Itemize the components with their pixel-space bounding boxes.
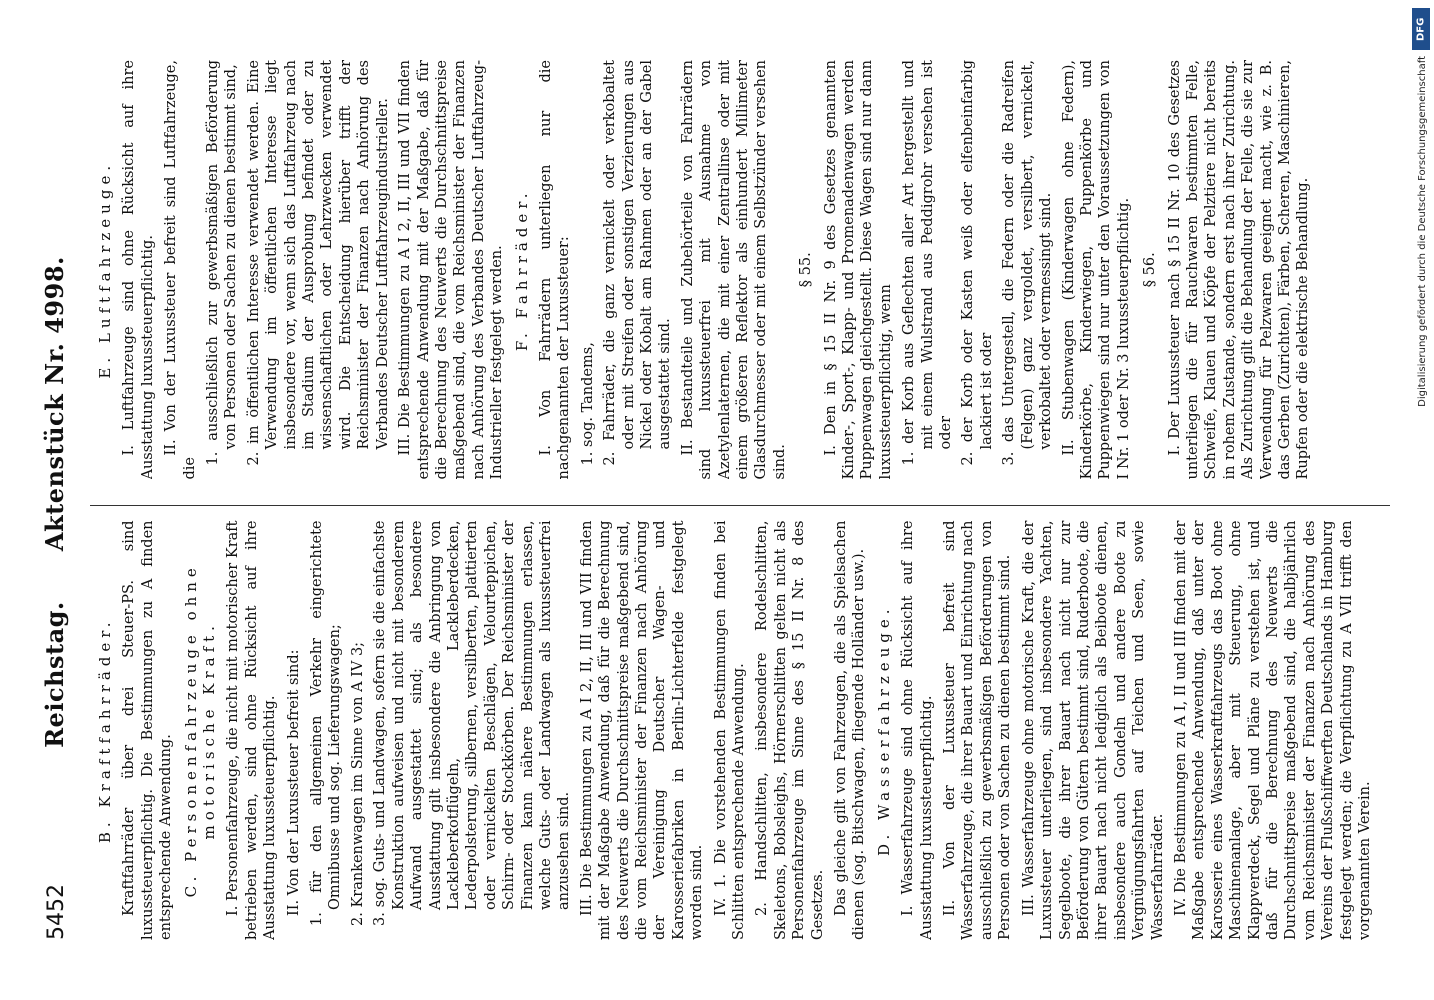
section-d-ii: II. Von der Luxussteuer befreit sind Wasserfahrzeuge, die ihrer Bauart und Einrichtung nach ausschließlich zu gewerbsmäßigen Beförderungen von Personen oder von Sachen zu dienen bestimmt sind.	[942, 520, 1014, 940]
section-c-iii: III. Die Bestimmungen zu A I 2, II, III und VII finden mit der Maßgabe Anwendung, daß für die Berechnung des Neuwerts die Durchschnittspreise maßgebend sind, die vom Reichsminister der Finanzen nach Anhörung der Vereinigung Deutscher Wagen- und Karosseriefabriken in Berlin-Lichterfelde festgelegt worden sind.	[578, 520, 706, 940]
section-b-text: Kraftfahrräder über drei Steuer-PS. sind luxussteuerpflichtig. Die Bestimmungen zu A finden entsprechende Anwendung.	[121, 520, 175, 940]
section-f-i-2: 2. Fahrräder, die ganz vernickelt oder verkobaltet oder mit Streifen oder sonstigen Verzierungen aus Nickel oder Kobalt am Rahmen oder an der Gabel ausgestattet sind.	[602, 60, 674, 466]
paragraph-56-i: I. Der Luxussteuer nach § 15 II Nr. 10 des Gesetzes unterliegen die für Rauchwaren bestimmten Felle, Schweife, Klauen und Köpfe der Pelztiere nicht bereits in rohem Zustande, sondern erst nach ihrer Zurichtung. Als Zurichtung gilt die Behandlung der Felle, die sie zur Verwendung für Pelzwaren geeignet macht, wie z. B. das Gerben (Zurichten), Färben, Scheren, Maschinieren, Rupfen oder die elektrische Behandlung.	[1166, 60, 1312, 480]
section-f-i-1: 1. sog. Tandems,	[579, 342, 596, 466]
paragraph-56-heading: § 56.	[1142, 252, 1159, 288]
page-title	[40, 256, 69, 748]
paragraph-55-heading: § 55.	[798, 252, 815, 288]
section-e-ii: II. Von der Luxussteuer befreit sind Luftfahrzeuge, die	[163, 60, 198, 480]
paragraph-55-1: 1. der Korb aus Geflechten aller Art hergestellt und mit einem Wulstrand aus Peddigrohr versehen ist oder	[901, 60, 955, 466]
section-c-ii-3: 3. sog. Guts- und Landwagen, sofern sie die einfachste Konstruktion aufweisen und nicht mit besonderem Aufwand ausgestattet sind; als besondere Ausstattung gilt insbesondere die Anbringung von Lackleberkotflügeln, Lackleberdecken, Lederpolsterung, silbernen, versilberten, plattierten oder vernickelten Beschlägen, Velourteppichen, Schirm- oder Stockkörben. Der Reichsminister der Finanzen kann nähere Bestimmungen erlassen, welche Guts- oder Landwagen als luxussteuerfrei anzusehen sind.	[372, 520, 573, 926]
section-c-ii-2: 2. Krankenwagen im Sinne von A IV 3;	[349, 641, 366, 926]
section-c-title: C. Personenfahrzeuge ohne motorische Kraft.	[181, 563, 219, 898]
section-e-title: E. Luftfahrzeuge.	[96, 160, 114, 379]
section-c-iv-1: IV. 1. Die vorstehenden Bestimmungen finden bei Schlitten entsprechende Anwendung.	[712, 520, 747, 940]
paragraph-55-3: 3. das Untergestell, die Federn oder die Radreifen (Felgen) ganz vergoldet, versilbert, vernickelt, verkobaltet oder vermessingt sind.	[1001, 60, 1055, 466]
page-number: 5452	[44, 884, 69, 940]
section-e-iii: III. Die Bestimmungen zu A I 2, II, III und VII finden entsprechende Anwendung mit der Maßgabe, daß für die Berechnung des Neuwerts die Durchschnittspreise maßgebend sind, die vom Reichsminister der Finanzen nach Anhörung des Verbandes Deutscher Luftfahrzeug-Industrieller festgelegt werden.	[397, 60, 506, 480]
section-f-ii: II. Bestandteile und Zubehörteile von Fahrrädern sind luxussteuerfrei mit Ausnahme von Azetylenlaternen, die mit einer Zentrallinse oder mit einem größeren Reflektor als einhundert Millimeter Glasdurchmesser oder mit einem Selbstzünder versehen sind.	[679, 60, 788, 480]
section-c-i: I. Personenfahrzeuge, die nicht mit motorischer Kraft betrieben werden, sind ohne Rücksicht auf ihre Ausstattung luxussteuerpflichtig.	[225, 520, 279, 940]
section-c-iv-2: 2. Handschlitten, insbesondere Rodelschlitten, Skeletons, Bobsleighs, Hörnerschlitten gelten nicht als Personenfahrzeuge im Sinne des § 15 II Nr. 8 des Gesetzes.	[754, 520, 826, 940]
paragraph-55-2: 2. der Korb oder Kasten weiß oder elfenbeinfarbig lackiert ist oder	[960, 60, 995, 466]
section-e-ii-1: 1. ausschließlich zur gewerbsmäßigen Beförderung von Personen oder Sachen zu dienen bestimmt sind,	[205, 60, 240, 466]
section-d-title: D. Wasserfahrzeuge.	[874, 604, 893, 857]
section-c-iv-3: Das gleiche gilt von Fahrzeugen, die als Spielsachen dienen (sog. Bitschwagen, fliegende Holländer usw.).	[833, 520, 868, 940]
title-left: Reichstag.	[40, 601, 69, 748]
page-header	[40, 60, 84, 940]
columns	[90, 60, 1390, 940]
section-d-i: I. Wasserfahrzeuge sind ohne Rücksicht auf ihre Ausstattung luxussteuerpflichtig.	[900, 520, 935, 940]
digitization-credit: Digitalisierung gefördert durch die Deutsche Forschungsgemeinschaft	[1417, 56, 1428, 407]
section-d-iii: III. Wasserfahrzeuge ohne motorische Kraft, die der Luxussteuer unterliegen, sind insbesondere Yachten, Segelboote, die ihrer Bauart nach nicht nur zur Beförderung von Gütern bestimmt sind, Ruderboote, die ihrer Bauart nach nicht lediglich als Beiboote dienen, insbesondere auch Gondeln und andere Boote zu Vergnügungsfahrten auf Teichen und Seen, sowie Wasserfahrräder.	[1020, 520, 1166, 940]
title-right: Aktenstück Nr. 4998.	[40, 256, 69, 552]
section-e-i: I. Luftfahrzeuge sind ohne Rücksicht auf ihre Ausstattung luxussteuerpflichtig.	[121, 60, 156, 480]
paragraph-55-i: I. Den in § 15 II Nr. 9 des Gesetzes genannten Kinder-, Sport-, Klapp- und Promenadenwagen werden Puppenwagen gleichgestellt. Diese Wagen sind nur dann luxussteuerpflichtig, wenn	[822, 60, 894, 480]
side-credit	[1408, 8, 1430, 988]
section-d-iv: IV. Die Bestimmungen zu A I, II und III finden mit der Maßgabe entsprechende Anwendung, daß unter der Karosserie eines Wasserkraftfahrzeugs das Boot ohne Maschinenanlage, aber mit Steuerung, ohne Klappverdeck, Segel und Pläne zu verstehen ist, und daß für die Berechnung des Neuwerts die Durchschnittspreise maßgebend sind, die halbjährlich vom Reichsminister der Finanzen nach Anhörung des Vereins der Flußschiffwerften Deutschlands in Hamburg festgelegt werden; die Verpflichtung zu A VII trifft den vorgenannten Verein.	[1172, 520, 1373, 940]
section-e-ii-2: 2. im öffentlichen Interesse verwendet werden. Eine Verwendung im öffentlichen Interesse liegt insbesondere vor, wenn sich das Luftfahrzeug nach im Stadium der Ausprobung befindet oder zu wissenschaftlichen oder Lehrzwecken verwendet wird. Die Entscheidung hierüber trifft der Reichsminister der Finanzen nach Anhörung des Verbandes Deutscher Luftfahrzeugindustrieller.	[245, 60, 391, 466]
section-f-i: I. Von Fahrrädern unterliegen nur die nachgenannten der Luxussteuer:	[537, 60, 573, 480]
section-c-ii-1: 1. für den allgemeinen Verkehr eingerichtete Omnibusse und sog. Lieferungswagen;	[309, 520, 344, 926]
paragraph-55-ii: II. Stubenwagen (Kinderwagen ohne Federn), Kinderkörbe, Kinderwiegen, Puppenkörbe und Puppenwiegen sind nur unter den Voraussetzungen von I Nr. 1 oder Nr. 3 luxussteuerpflichtig.	[1060, 60, 1132, 480]
left-column	[90, 506, 1390, 941]
dfg-logo: DFG	[1412, 8, 1430, 50]
section-b-title: B. Kraftfahrräder.	[96, 617, 114, 844]
section-f-title: F. Fahrräder.	[512, 188, 531, 352]
section-c-ii: II. Von der Luxussteuer befreit sind:	[285, 649, 302, 916]
right-column	[90, 60, 1390, 480]
